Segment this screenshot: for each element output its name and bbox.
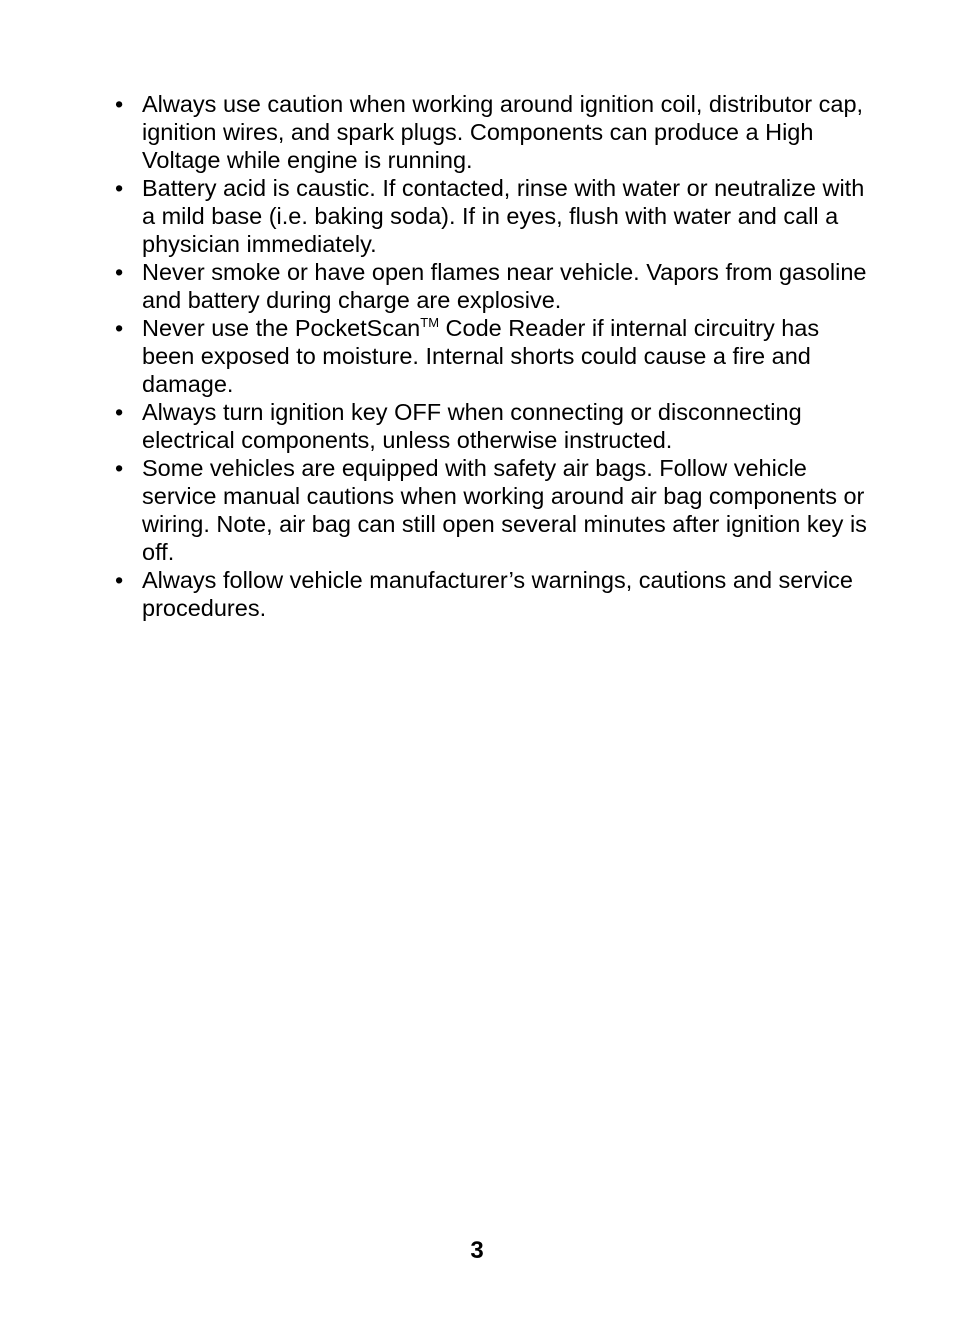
list-item-text: Battery acid is caustic. If contacted, rinse with water or neutralize with a mild base (i.e. baking soda). If in eyes, flush with water and call a physician immediately. (142, 175, 865, 257)
bullet-marker: • (115, 315, 124, 341)
list-item (112, 314, 872, 398)
list-item (112, 90, 872, 174)
bullet-marker: • (115, 175, 124, 201)
list-item (112, 258, 872, 314)
list-item-text-after-trademark: Code Reader if internal circuitry has been exposed to moisture. Internal shorts could cause a fire and damage. (142, 315, 820, 397)
page-number: 3 (470, 1237, 484, 1264)
list-item-text: Always use caution when working around ignition coil, distributor cap, ignition wires, and spark plugs. Components can produce a High Voltage while engine is running. (142, 91, 864, 173)
bullet-marker: • (115, 399, 124, 425)
list-item (112, 174, 872, 258)
safety-precautions-list (112, 90, 872, 622)
list-item-text: Always follow vehicle manufacturer’s warnings, cautions and service procedures. (142, 567, 853, 621)
list-item-text-before-trademark: Never use the PocketScan (142, 315, 421, 341)
list-item-text: Some vehicles are equipped with safety air bags. Follow vehicle service manual cautions when working around air bag components or wiring. Note, air bag can still open several minutes after ignition key is off. (142, 455, 867, 565)
trademark-symbol: TM (420, 315, 440, 330)
bullet-marker: • (115, 567, 124, 593)
list-item-text: Always turn ignition key OFF when connecting or disconnecting electrical components, unless otherwise instructed. (142, 399, 802, 453)
list-item (112, 398, 872, 454)
list-item-text: Never smoke or have open flames near vehicle. Vapors from gasoline and battery during charge are explosive. (142, 259, 867, 313)
list-item (112, 454, 872, 566)
bullet-marker: • (115, 259, 124, 285)
list-item (112, 566, 872, 622)
bullet-marker: • (115, 455, 124, 481)
bullet-marker: • (115, 91, 124, 117)
